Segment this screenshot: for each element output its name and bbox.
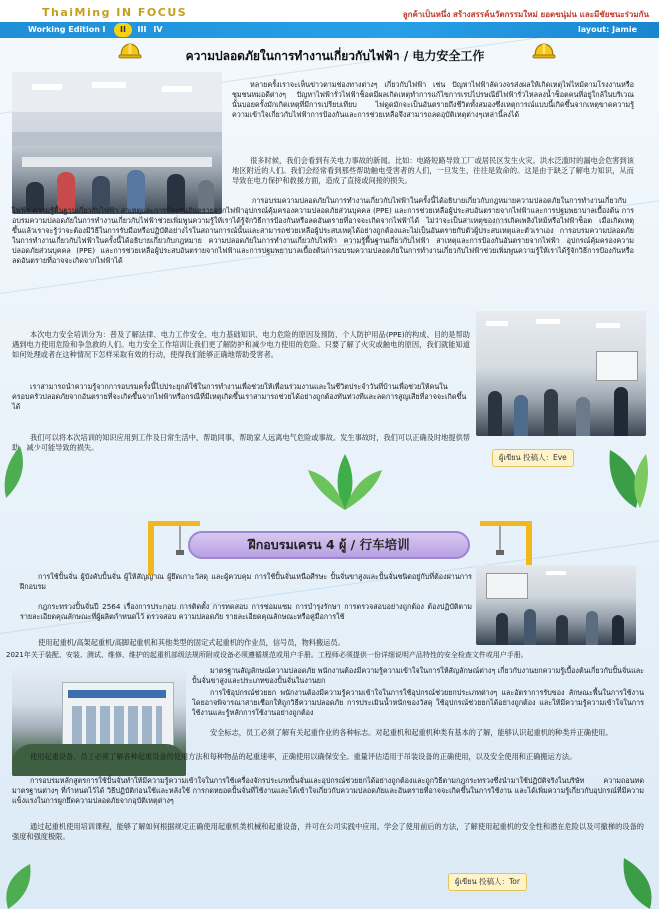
article1-para3: การอบรมความปลอดภัยในการทำงานเกี่ยวกับไฟฟ้าในครั้งนี้ได้อธิบายเกี่ยวกับกฎหมายความปลอดภัยในการทำงานเกี่ยวกับไฟฟ้า ความรู้พื้นฐานเกี่ยวกับไฟฟ้า สาเหตุและการป้องกันอันตรายจากไฟฟ้าอุปกรณ์คุ้มครองความปลอดภัยส่วนบุคคล (PPE) และการช่วยเหลือผู้ประสบอันตรายจากไฟฟ้าและการปฐมพยาบาลเบื้องต้น การอบรมความปลอดภัยในการทำงานเกี่ยวกับไฟฟ้าช่วยเพิ่มพูนความรู้ให้เราได้รู้จักวิธีการป้องกันหรือลดอันตรายที่อาจจะเกิดจากไฟฟ้าได้ ไม่ว่าจะเป็นสาเหตุของการเกิดเพลิงไหม้หรือไฟฟ้าช็อต เมื่อเกิดเหตุขึ้นแล้วเราจะรู้ว่าจะต้องมีวิธีในการรับมือหรือปฏิบัติอย่างไรในสถานการณ์นั้นและสามารถช่วยเหลือผู้ประสบเหตุได้อย่างถูกต้องและไม่เป็นอันตรายกับตัวผู้ประสบเหตุและตัวเราเอง การอบรมความปลอดภัยในการทำงานเกี่ยวกับไฟฟ้าในครั้งนี้ได้อธิบายเกี่ยวกับกฎหมาย ความปลอดภัยในการทำงานเกี่ยวกับไฟฟ้า ความรู้พื้นฐานเกี่ยวกับไฟฟ้า สาเหตุและการป้องกันอันตรายจากไฟฟ้า อุปกรณ์คุ้มครองความปลอดภัยส่วนบุคคล (PPE) และการช่วยเหลือผู้ประสบอันตรายจากไฟฟ้าและการปฐมพยาบาลเบื้องต้นการอบรมความปลอดภัยในการทำงานเกี่ยวกับไฟฟ้าช่วยเพิ่มพูนความรู้ให้เราได้รู้จักวิธีการป้องกันหรือลดอันตรายที่อาจจะเกิดจากไฟฟ้าได้ xyxy=(12,196,634,265)
training-photo-electrical xyxy=(12,72,222,214)
leaf-decoration-icon xyxy=(600,852,659,909)
article2-para6: การใช้อุปกรณ์ช่วยยก พนักงานต้องมีความรู้ความเข้าใจในการใช้อุปกรณ์ช่วยยกประเภทต่างๆ และอัตราการรับของ ลักษณะพื้นในการใช้งานโดยอาจพิจารณาสายเชือกให้ถูกวิธีความปลอดภัย การประเมินน้ำหนักของวัสดุ ใช้อุปกรณ์ช่วยยกได้อย่างถูกต้อง และให้มีความรู้ความเข้าใจในการใช้งานและรู้หลักการใช้งานอย่างถูกต้อง xyxy=(192,688,644,717)
article1-para2: 很多时候，我们会看到有关电力事故的新闻。比如：电路短路导致工厂或居民区发生火灾。洪水泛滥时的漏电会危害到该地区附近的人们。我们会经常看到那些帮助触电受害者的人们，一旦发生，往往是致命的。这是由于缺乏了解电力知识，从而导致在电力保护和救援方面，造成了直接或间接的损失。 xyxy=(232,156,634,185)
article1-para6: 我们可以将本次培训的知识应用到工作及日常生活中，帮助同事，帮助家人远离电气危险或事故。发生事故时，我们可以正确及时地提供帮助，减少可能导致的损失。 xyxy=(12,433,470,452)
edition-list xyxy=(98,23,164,37)
edition-item-active: II xyxy=(114,23,132,37)
top-header xyxy=(0,0,659,22)
article2-title: ฝึกอบรมเครน 4 ผู้ / 行车培训 xyxy=(188,531,470,559)
article2-para4: 2021年关于装配、安装、测试、维修、维护的起重机部级法规所附或设备必须遵循规范或用户手册。工程师必须提供一份详细说明产品特性的安全检查文件或用户手册。 xyxy=(6,651,528,659)
masthead: ThaiMing IN FOCUS xyxy=(42,6,188,19)
edition-bar xyxy=(0,22,659,38)
edition-item: III xyxy=(137,25,147,34)
edition-item: IV xyxy=(153,25,163,34)
article2-para2: กฎกระทรวงปั้นจั่นปี 2564 เรื่องการประกอบ การติดตั้ง การทดสอบ การซ่อมแซม การบำรุงรักษา การตรวจสอบอย่างถูกต้อง ต้องปฏิบัติตามรายละเอียดคุณลักษณะที่ผู้ผลิตกำหนดไว้ ตรวจสอบ ความปลอดภัย รายละเอียดคุณลักษณะหรือคู่มือการใช้ xyxy=(20,602,472,621)
leaf-decoration-icon xyxy=(0,860,60,909)
leaf-decoration-icon xyxy=(0,440,40,500)
article2-para3: 使用起重机/高架起重机/高脚起重机和其他类型的固定式起重机的作业员，信号员，物料搬运员。 xyxy=(38,638,345,647)
leaf-decoration-icon xyxy=(300,452,390,512)
edition-item: I xyxy=(102,25,106,34)
article1-para5: เราสามารถนำความรู้จากการอบรมครั้งนี้ไปประยุกต์ใช้ในการทำงานเพื่อช่วยให้เพื่อนร่วมงานและในชีวิตประจำวันที่บ้านเพื่อช่วยให้คนในครอบครัวปลอดภัยจากอันตรายที่จะเกิดขึ้นจากไฟฟ้าหรือกรณีที่มีเหตุเกิดขึ้นเราสามารถช่วยได้อย่างถูกต้องทันท่วงทีและลดการสูญเสียที่อาจจะเกิดขึ้นได้ xyxy=(12,382,467,411)
article1-para1: หลายครั้งเราจะเห็นข่าวตามช่องทางต่างๆ เกี่ยวกับไฟฟ้า เช่น ปัญหาไฟฟ้าลัดวงจรส่งผลให้เกิดเหตุไฟไหม้ตามโรงงานหรือชุมชนหมอดีต่างๆ ปัญหาไฟฟ้ารั่วไฟฟ้าช็อตมีผลเกิดเหตุทำการแก้ไขการเรปไปรษณีย์ไฟฟ้ารั่วไหลลงน้ำช็อตคนที่อยู่ใกล้ในบริเวณนั้นบอยครั้งมักเกิดเหตุที่มีการเปรียบเทียบ ไฟดูดมักจะเป็นอันตรายถึงชีวิตทั้งสมองซึ่งเหตุการณ์แบบนี้เกิดขึ้นจากเหตุขาดความรู้ความเข้าใจเกี่ยวกับไฟฟ้าการป้องกันและการช่วยเหลือจึงสามารถลดอุบัติเหตุต่างๆเหล่านี้ลงได้ xyxy=(232,80,634,119)
article1-para4: 本次电力安全培训分为：普及了解法律、电力工作安全、电力基础知识、电力危险的原因及预防、个人防护用品(PPE)的构成、目的是帮助遇到电力使用危险和争急救的人们。电力安全工作培训让我们更了解防护和减少电力使用的危险。只要了解了火灾或触电的原因，我们就能知道如何处理或者在这种情况下怎样采取有效的行动，使得我们能够正确地帮助受害者。 xyxy=(12,330,470,359)
article2-byline: ผู้เขียน 投稿人：Tor xyxy=(448,873,527,891)
edition-label: Working Edition xyxy=(28,25,100,34)
safety-helmet-icon xyxy=(532,40,556,62)
article2-para5: มาตรฐานสัญลักษณ์ความปลอดภัย พนักงานต้องมีความรู้ความเข้าใจในการให้สัญลักษณ์ต่างๆ เกี่ยวกับงานยกความรู้เบื้องต้นเกี่ยวกับปั้นจั่นและปั้นจั่นขาสูงและประเภทของปั้นจั่นในงานยก xyxy=(192,666,644,685)
leaf-decoration-icon xyxy=(596,440,656,510)
article2-para7: 安全标志，员工必须了解有关起重作业的各种标志。对起重机和起重机种类有基本的了解，能够认识起重机的种类并正确使用。 xyxy=(210,728,613,737)
article2-para1: การใช้ปั้นจั่น ผู้บังคับปั้นจั่น ผู้ให้สัญญาณ ผู้ยึดเกาะวัสดุ และผู้ควบคุม การใช้ปั้นจั่นเหนือศีรษะ ปั้นจั่นขาสูงและปั้นจั่นชนิดอยู่กับที่ต้องผ่านการฝึกอบรม xyxy=(20,572,472,591)
article1-title: ความปลอดภัยในการทำงานเกี่ยวกับไฟฟ้า / 电力安全工作 xyxy=(185,48,485,63)
article1-byline: ผู้เขียน 投稿人：Eve xyxy=(492,449,574,467)
crane-training-photo-classroom xyxy=(476,565,636,645)
layout-credit: layout: Jamie xyxy=(578,25,637,34)
training-photo-classroom xyxy=(476,311,646,436)
safety-helmet-icon xyxy=(118,40,142,62)
company-slogan: ลูกค้าเป็นหนึ่ง สร้างสรรค์นวัตกรรมใหม่ ยอดขนุ่ม่น และมีชัยชนะร่วมกัน xyxy=(402,10,649,19)
article2-para10: 通过起重机使用培训课程，能够了解如何根据规定正确使用起重机类机械和起重设备，并可在公司实践中应用。学会了使用前后的方法，了解使用起重机的安全性和潜在危险以及可撤梯的设备的强度和强度极限。 xyxy=(12,822,644,841)
article2-para9: การอบรมหลักสูตรการใช้ปั้นจั่นทำให้มีความรู้ความเข้าใจในการใช้เครื่องจักรประเภทปั้นจั่นและอุปกรณ์ช่วยยกได้อย่างถูกต้องและถูกวิธีตามกฎกระทรวงซึ่งนำมาใช้ปฏิบัติจริงในบริษัท ความถอนทดมาตรฐานต่างๆ ที่กำหนดไว้ได้ วิธีปฏิบัติก่อนใช้และหลังใช้ การกดหยอดปั้นจั่นที่ใช้งานและได้เข้าใจเกี่ยวกับความปลอดภัยและอันตรายที่อาจจะเกิดขึ้นในการใช้งาน และได้เพิ่มความรู้เกี่ยวกับอุปกรณ์ที่มีความแข็งแรงในการผูกยึดความปลอดภัยจากอุบัติเหตุต่างๆ xyxy=(12,776,644,805)
article2-para8: 使用起重设备，员工必须了解各种起重设备的使用方法和每种物品的起重速率，正确使用以确保安全。重量评估适用于吊装设备的正确使用，以及安全使用和正确搬运方法。 xyxy=(30,752,577,761)
